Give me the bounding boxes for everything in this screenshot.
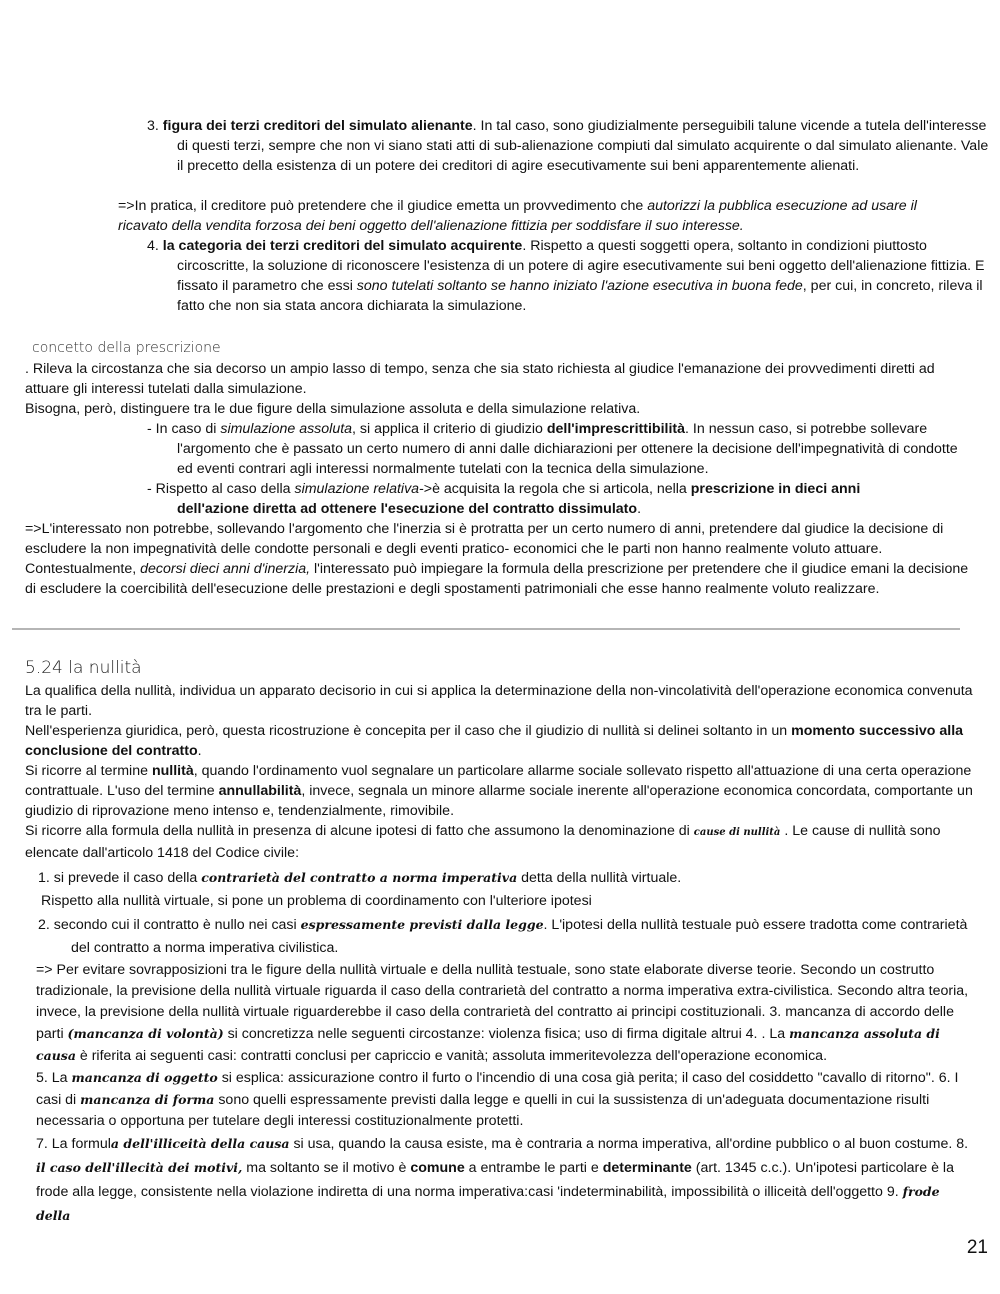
bold-text: comune bbox=[410, 1160, 465, 1176]
bold-text: prescrizione in dieci anni dell'azione diretta ad ottenere l'esecuzione del contratto dissimulato bbox=[177, 481, 861, 517]
list-text: detta della nullità virtuale. bbox=[517, 870, 682, 886]
handwritten-text: contrarietà del contratto a norma imperativa bbox=[201, 870, 518, 885]
paragraph bbox=[25, 821, 980, 863]
bullet-list bbox=[25, 419, 975, 519]
handwritten-text: frode della bbox=[36, 1184, 940, 1223]
nullita-heading: 5.24 la nullità bbox=[25, 658, 142, 678]
bullet-text: ->è acquisita la regola che si articola, nella bbox=[419, 481, 691, 497]
item-text: . In tal caso, sono giudizialmente perseguibili talune vicende a tutela dell'interesse di questi terzi, sempre che non vi siano stati atti di sub-alienazione compiuti dal simulato acquirente o dal simulato alienante. Vale il precetto della esistenza di un potere dei creditori di agire esecutivamente sui beni apparentemente alienati. bbox=[177, 118, 989, 174]
section-divider bbox=[12, 628, 960, 630]
handwritten-text: mancanza di oggetto bbox=[71, 1070, 218, 1085]
paragraph-text: a entrambe le parti e bbox=[464, 1160, 603, 1176]
list-item-3 bbox=[147, 116, 992, 176]
bold-text: determinante bbox=[602, 1160, 692, 1176]
page-number: 21 bbox=[966, 1237, 988, 1258]
paragraph-text: , invece, segnala un minore allarme sociale inerente all'operazione economica concordata, comportante un giudizio di riprovazione meno intenso e, tendenzialmente, rimovibile. bbox=[25, 783, 973, 819]
item-number: 3. bbox=[147, 118, 163, 134]
list-text: 1. si prevede il caso della bbox=[38, 870, 202, 886]
nullita-section bbox=[25, 681, 980, 863]
list-text: . L'ipotesi della nullità testuale può essere tradotta come contrarietà del contratto a norma imperativa civilistica. bbox=[71, 917, 968, 956]
emphasis-text: sono tutelati soltanto se hanno iniziato l'azione esecutiva in buona fede bbox=[356, 278, 803, 294]
paragraph-text: Si ricorre al termine bbox=[25, 763, 152, 779]
paragraph-text: Contestualmente, bbox=[25, 561, 141, 577]
causes-5-6 bbox=[36, 1067, 973, 1132]
handwritten-text: mancanza di forma bbox=[80, 1092, 215, 1107]
causes-7-9 bbox=[36, 1132, 973, 1228]
handwritten-text: (mancanza di volontà) bbox=[67, 1026, 224, 1041]
bullet-text: , si applica il criterio di giudizio bbox=[352, 421, 547, 437]
bullet-text: - Rispetto al caso della bbox=[147, 481, 295, 497]
paragraph-text: ma soltanto se il motivo è bbox=[242, 1160, 411, 1176]
theories-paragraph bbox=[36, 960, 973, 1067]
bullet-item bbox=[147, 419, 975, 479]
item-text: . Rispetto a questi soggetti opera, soltanto in condizioni piuttosto circoscritte, la soluzione di riconoscere l'esistenza di un potere di agire esecutivamente sui beni oggetto dell'alienazione fittizia. E fissato il parametro che essi bbox=[177, 238, 985, 294]
paragraph-text: . bbox=[197, 743, 202, 759]
list-text: 2. secondo cui il contratto è nullo nei casi bbox=[38, 917, 301, 933]
item-heading: la categoria dei terzi creditori del simulato acquirente bbox=[162, 238, 523, 254]
bullet-text: - In caso di bbox=[147, 421, 221, 437]
paragraph bbox=[25, 761, 980, 821]
paragraph-text: 7. La formul bbox=[36, 1136, 111, 1152]
bullet-text: . In nessun caso, si potrebbe sollevare l'argomento che è passato un certo numero di anni dalle dichiarazioni per ottenere la decisione dell'impegnatività di condotte ed eventi contrari agli interessi normalmente tutelati con la tecnica della simulazione. bbox=[177, 421, 958, 477]
paragraph-text: => Per evitare sovrapposizioni tra le figure della nullità virtuale e della nullità testuale, sono state elaborate diverse teorie. Secondo un costrutto tradizionale, la previsione della nullità virtuale riguarda il caso della contrarietà del contratto a norma imperativa extra-civilistica. Secondo altra teoria, invece, la previsione della nullità virtuale riguarderebbe il caso della contrarietà del contratto ai principi costituzionali. 3. mancanza di accordo delle parti bbox=[36, 962, 969, 1042]
bullet-text: . bbox=[637, 501, 642, 517]
list-item-4 bbox=[147, 236, 992, 316]
bold-text: nullità bbox=[151, 763, 194, 779]
emphasis-text: simulazione assoluta bbox=[220, 421, 353, 437]
handwritten-text: espressamente previsti dalla legge bbox=[300, 917, 544, 932]
paragraph-text: , quando l'ordinamento vuol segnalare un particolare allarme sociale sollevato rispetto all'attuazione di una certa operazione contrattuale. L'uso del termine bbox=[25, 763, 972, 799]
paragraph-text: l'interessato può impiegare la formula della prescrizione per pretendere che il giudice emani la decisione di escludere la coercibilità dell'esecuzione delle prestazioni e degli spostamenti patrimoniali che esse hanno realmente voluto realizzare. bbox=[25, 561, 969, 597]
handwritten-text: il caso dell'illecità dei motivi, bbox=[36, 1160, 243, 1175]
paragraph-text: si esplica: assicurazione contro il furto o l'incendio di una cosa già perita; il caso del cosiddetto "cavallo di ritorno". 6. I casi di bbox=[36, 1070, 959, 1108]
paragraph: Bisogna, però, distinguere tra le due figure della simulazione assoluta e della simulazione relativa. bbox=[25, 401, 641, 417]
handwritten-text: a dell'illiceità della causa bbox=[110, 1136, 290, 1151]
item-text: , per cui, in concreto, rileva il fatto che non sia stata ancora dichiarata la simulazione. bbox=[177, 278, 983, 314]
paragraph bbox=[25, 721, 980, 761]
bold-text: momento successivo alla conclusione del contratto bbox=[25, 723, 964, 759]
paragraph-text: . Le cause di nullità sono elencate dall'articolo 1418 del Codice civile: bbox=[25, 823, 941, 861]
bullet-item bbox=[147, 479, 907, 519]
paragraph-text: 5. La bbox=[36, 1070, 72, 1086]
item-number: 4. bbox=[147, 238, 163, 254]
paragraph-text: si usa, quando la causa esiste, ma è contraria a norma imperativa, all'ordine pubblico o al buon costume. 8. bbox=[289, 1136, 969, 1152]
handwritten-text: mancanza assoluta di causa bbox=[36, 1026, 940, 1063]
item-heading: figura dei terzi creditori del simulato alienante bbox=[162, 118, 473, 134]
emphasis-text: autorizzi la pubblica esecuzione ad usare il ricavato della vendita forzosa dei beni oggetto dell'alienazione fittizia per soddisfare il suo interesse. bbox=[118, 198, 917, 234]
paragraph: =>L'interessato non potrebbe, sollevando l'argomento che l'inerzia si è protratta per un certo numero di anni, pretendere dal giudice la decisione di escludere la non impegnatività delle condotte personali e degli eventi pratico- economici che le parti non hanno realmente voluto attuare. bbox=[25, 521, 944, 557]
paragraph bbox=[25, 559, 975, 599]
prescrizione-section bbox=[25, 359, 975, 599]
paragraph-text: (art. 1345 c.c.). Un'ipotesi particolare è la frode alla legge, consistente nella violazione indiretta di una norma imperativa:casi 'indeterminabilità, impossibilità o illiceità dell'oggetto 9. bbox=[36, 1160, 954, 1200]
emphasis-text: simulazione relativa bbox=[294, 481, 420, 497]
cause-item-2 bbox=[38, 913, 973, 960]
paragraph-text: Si ricorre alla formula della nullità in presenza di alcune ipotesi di fatto che assumono la denominazione di bbox=[25, 823, 694, 839]
causes-list bbox=[38, 866, 973, 1228]
cause-item-1 bbox=[38, 866, 973, 890]
paragraph-text: si concretizza nelle seguenti circostanze: violenza fisica; uso di firma digitale altrui 4. . La bbox=[223, 1026, 790, 1042]
prescrizione-heading: concetto della prescrizione bbox=[32, 340, 221, 356]
bold-text: annullabilità bbox=[218, 783, 302, 799]
paragraph: La qualifica della nullità, individua un apparato decisorio in cui si applica la determinazione della non-vincolatività dell'operazione economica convenuta tra le parti. bbox=[25, 683, 973, 719]
paragraph-text: Nell'esperienza giuridica, però, questa ricostruzione è concepita per il caso che il giudizio di nullità si delinei soltanto in un bbox=[25, 723, 792, 739]
paragraph-text: è riferita ai seguenti casi: contratti conclusi per capriccio e vanità; assoluta immeritevolezza dell'operazione economica. bbox=[75, 1048, 828, 1064]
list-text: Rispetto alla nullità virtuale, si pone un problema di coordinamento con l'ulteriore ipotesi bbox=[41, 893, 592, 909]
paragraph: . Rileva la circostanza che sia decorso un ampio lasso di tempo, senza che sia stato richiesta al giudice l'emanazione dei provvedimenti diretti ad attuare gli interessi tutelati dalla simulazione. bbox=[25, 361, 935, 397]
bold-text: dell'imprescrittibilità bbox=[546, 421, 686, 437]
paragraph-text: =>In pratica, il creditore può pretendere che il giudice emetta un provvedimento che bbox=[118, 198, 648, 214]
handwritten-text: cause di nullità bbox=[693, 827, 781, 838]
paragraph-text: sono quelli espressamente previsti dalla legge e quelli in cui la sussistenza di un'adeguata documentazione risulti necessaria o opportuna per tutelare degli interessi costituzionalmente protetti. bbox=[36, 1092, 930, 1129]
emphasis-text: decorsi dieci anni d'inerzia, bbox=[140, 561, 311, 577]
pratica-paragraph bbox=[118, 196, 958, 236]
